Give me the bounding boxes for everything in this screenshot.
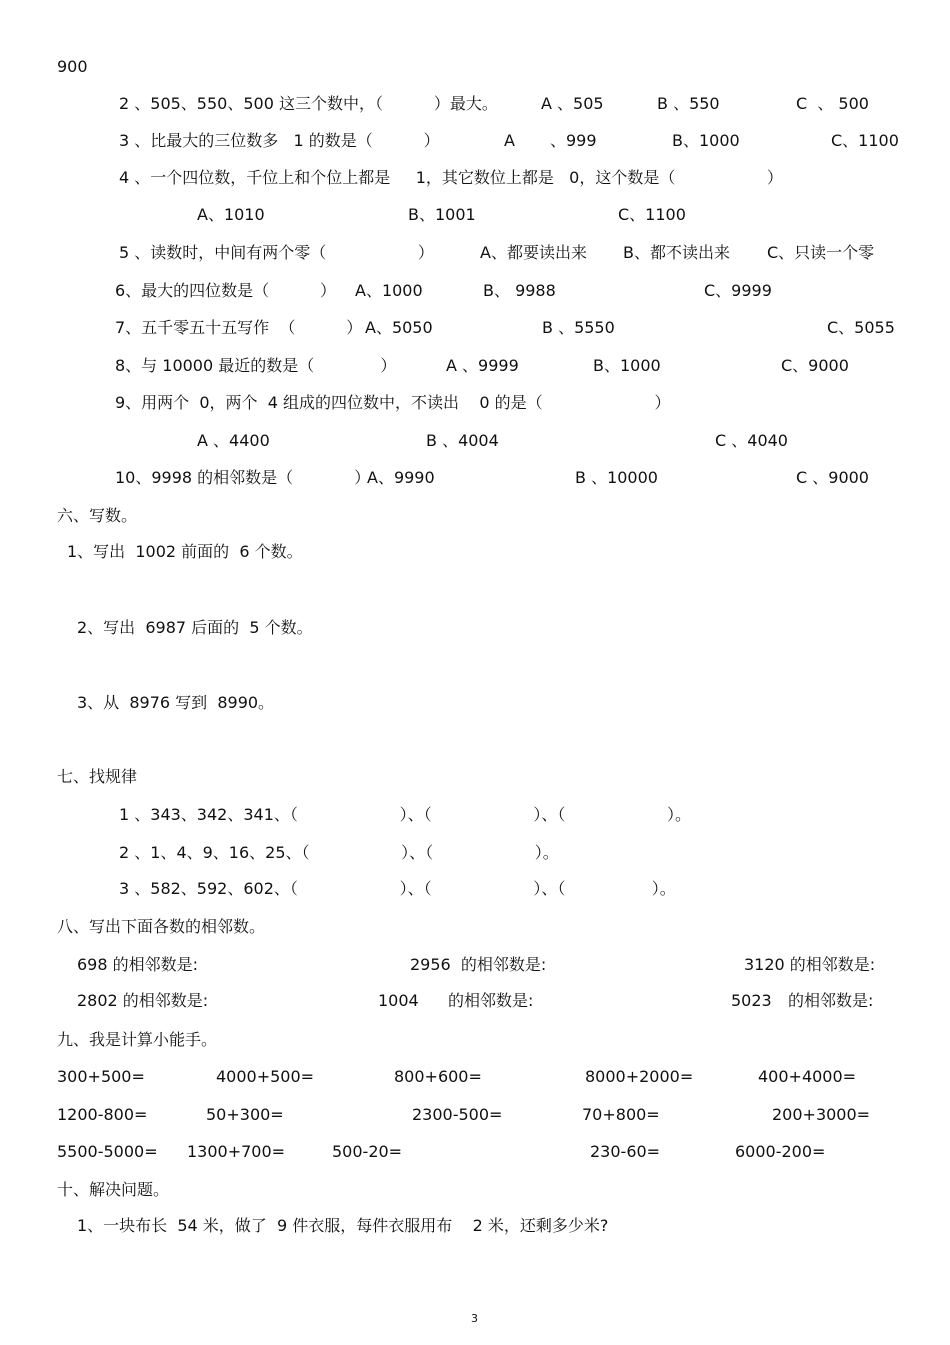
carryover-text: 900 bbox=[57, 57, 88, 76]
calc-item: 300+500= bbox=[57, 1067, 145, 1086]
neighbor-item: 698 的相邻数是: bbox=[77, 955, 199, 974]
q7-option-a: A、5050 bbox=[365, 318, 433, 337]
q8-option-a: A 、9999 bbox=[446, 356, 519, 375]
section-6-q3: 3、从 8976 写到 8990。 bbox=[77, 693, 275, 712]
section-7-q1: 1 、343、342、341、（ ）、（ ）、（ ）。 bbox=[119, 805, 692, 824]
q2-option-a: A 、505 bbox=[541, 94, 604, 113]
calc-item: 6000-200= bbox=[735, 1142, 826, 1161]
calc-item: 50+300= bbox=[206, 1105, 284, 1124]
calc-item: 500-20= bbox=[332, 1142, 403, 1161]
calc-item: 2300-500= bbox=[412, 1105, 503, 1124]
q5-option-c: C、只读一个零 bbox=[767, 243, 875, 262]
neighbor-suffix: 的相邻数是: bbox=[788, 991, 874, 1010]
q6-option-b: B、 9988 bbox=[483, 281, 556, 300]
q3-option-b: B、1000 bbox=[672, 131, 740, 150]
q9-option-b: B 、4004 bbox=[426, 431, 499, 450]
calc-item: 800+600= bbox=[394, 1067, 482, 1086]
q8-option-b: B、1000 bbox=[593, 356, 661, 375]
neighbor-item: 3120 的相邻数是: bbox=[744, 955, 876, 974]
q5-option-b: B、都不读出来 bbox=[623, 243, 730, 262]
q6-stem: 6、最大的四位数是（ ） bbox=[115, 281, 337, 300]
q7-stem: 7、五千零五十五写作 （ ） bbox=[115, 318, 363, 337]
calc-item: 230-60= bbox=[590, 1142, 661, 1161]
q3-option-c: C、1100 bbox=[831, 131, 899, 150]
section-9-title: 九、我是计算小能手。 bbox=[57, 1030, 218, 1049]
section-8-title: 八、写出下面各数的相邻数。 bbox=[57, 917, 266, 936]
q4-stem: 4 、一个四位数，千位上和个位上都是 1，其它数位上都是 0，这个数是（ ） bbox=[119, 168, 783, 187]
section-6-q2: 2、写出 6987 后面的 5 个数。 bbox=[77, 618, 313, 637]
q5-stem: 5 、读数时，中间有两个零（ ） bbox=[119, 243, 434, 262]
q10-option-a: A、9990 bbox=[367, 468, 435, 487]
section-6-title: 六、写数。 bbox=[57, 506, 138, 525]
q9-stem: 9、用两个 0，两个 4 组成的四位数中，不读出 0 的是（ ） bbox=[115, 393, 671, 412]
section-7-title: 七、找规律 bbox=[57, 767, 138, 786]
neighbor-number: 5023 bbox=[731, 991, 772, 1010]
neighbor-suffix: 的相邻数是: bbox=[448, 991, 534, 1010]
q3-option-a-value: 、999 bbox=[550, 131, 597, 150]
q10-option-c: C 、9000 bbox=[796, 468, 869, 487]
calc-item: 5500-5000= bbox=[57, 1142, 158, 1161]
section-7-q2: 2 、1、4、9、16、25、（ ）、（ ）。 bbox=[119, 843, 559, 862]
q3-stem: 3 、比最大的三位数多 1 的数是（ ） bbox=[119, 131, 440, 150]
q8-stem: 8、与 10000 最近的数是（ ） bbox=[115, 356, 397, 375]
calc-item: 200+3000= bbox=[772, 1105, 871, 1124]
calc-item: 70+800= bbox=[582, 1105, 660, 1124]
q6-option-c: C、9999 bbox=[704, 281, 772, 300]
section-7-q3: 3 、582、592、602、（ ）、（ ）、（ ）。 bbox=[119, 879, 676, 898]
q7-option-b: B 、5550 bbox=[542, 318, 615, 337]
q10-stem: 10、9998 的相邻数是（ ） bbox=[115, 468, 371, 487]
page-number: 3 bbox=[471, 1312, 478, 1325]
calc-item: 8000+2000= bbox=[585, 1067, 694, 1086]
q10-option-b: B 、10000 bbox=[575, 468, 658, 487]
q9-option-c: C 、4040 bbox=[715, 431, 788, 450]
q2-option-c: C 、 500 bbox=[796, 94, 869, 113]
calc-item: 1300+700= bbox=[187, 1142, 286, 1161]
neighbor-item: 2802 的相邻数是: bbox=[77, 991, 209, 1010]
q8-option-c: C、9000 bbox=[781, 356, 849, 375]
q2-option-b: B 、550 bbox=[657, 94, 720, 113]
q9-option-a: A 、4400 bbox=[197, 431, 270, 450]
calc-item: 1200-800= bbox=[57, 1105, 148, 1124]
neighbor-item: 2956 的相邻数是: bbox=[410, 955, 547, 974]
section-10-title: 十、解决问题。 bbox=[57, 1180, 170, 1199]
q4-option-a: A、1010 bbox=[197, 205, 265, 224]
q4-option-c: C、1100 bbox=[618, 205, 686, 224]
neighbor-number: 1004 bbox=[378, 991, 419, 1010]
q3-option-a-letter: A bbox=[504, 131, 515, 150]
q7-option-c: C、5055 bbox=[827, 318, 895, 337]
section-10-q1: 1、一块布长 54 米，做了 9 件衣服，每件衣服用布 2 米，还剩多少米? bbox=[77, 1216, 609, 1235]
section-6-q1: 1、写出 1002 前面的 6 个数。 bbox=[67, 542, 303, 561]
q2-stem: 2 、505、550、500 这三个数中，（ ）最大。 bbox=[119, 94, 498, 113]
calc-item: 4000+500= bbox=[216, 1067, 315, 1086]
q4-option-b: B、1001 bbox=[408, 205, 476, 224]
calc-item: 400+4000= bbox=[758, 1067, 857, 1086]
q5-option-a: A、都要读出来 bbox=[480, 243, 587, 262]
q6-option-a: A、1000 bbox=[355, 281, 423, 300]
